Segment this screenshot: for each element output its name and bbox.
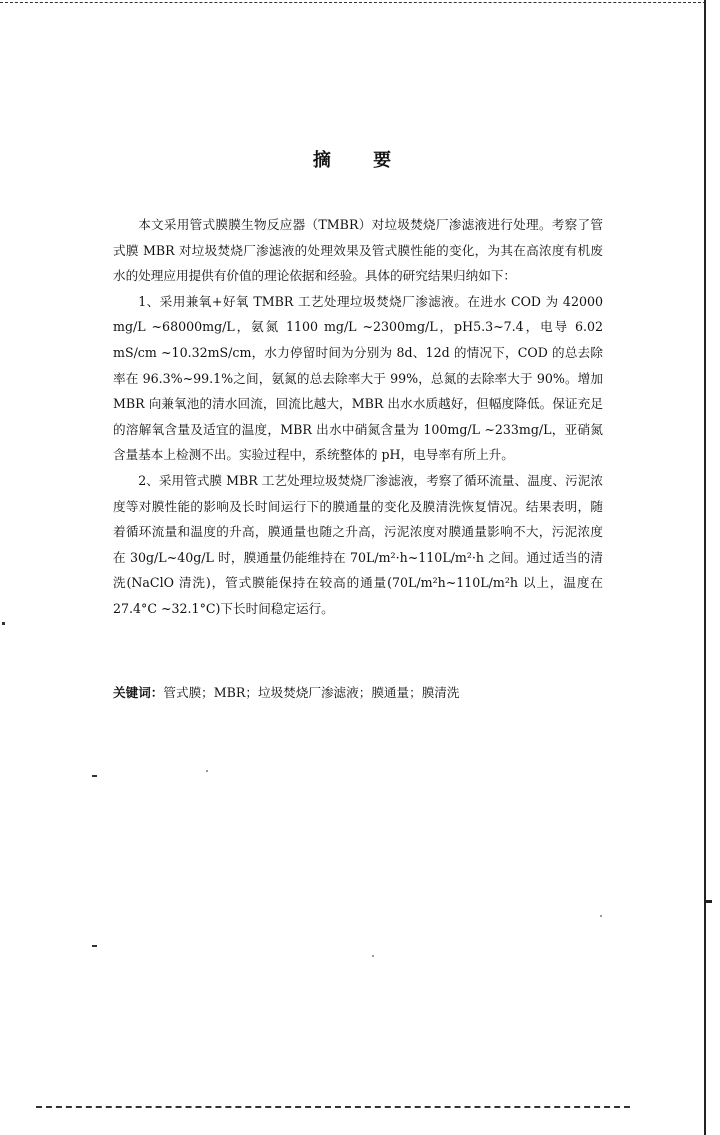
scan-top-border <box>0 2 706 3</box>
keywords-list: 管式膜；MBR；垃圾焚烧厂渗滤液；膜通量；膜清洗 <box>163 685 460 700</box>
abstract-intro-paragraph: 本文采用管式膜膜生物反应器（TMBR）对垃圾焚烧厂渗滤液进行处理。考察了管式膜 MBR 对垃圾焚烧厂渗滤液的处理效果及管式膜性能的变化，为其在高浓度有机废水的处理应用提供有价值的理论依据和经验。具体的研究结果归纳如下： <box>113 217 603 284</box>
scan-right-tick <box>706 900 712 903</box>
scan-speck <box>92 775 97 777</box>
keywords-label: 关键词： <box>113 685 164 700</box>
scan-speck <box>600 915 602 917</box>
keywords-line <box>113 680 603 706</box>
scan-speck <box>2 622 5 625</box>
finding-1-paragraph: 1、采用兼氧+好氧 TMBR 工艺处理垃圾焚烧厂渗滤液。在进水 COD 为 42000 mg/L ~68000mg/L，氨氮 1100 mg/L ~2300mg/L，pH5.3~7.4，电导 6.02 mS/cm ~10.32mS/cm，水力停留时间为分别为 8d、12d 的情况下，COD 的总去除率在 96.3%~99.1%之间，氨氮的总去除率大于 99%，总氮的去除率大于 90%。增加 MBR 向兼氧池的清水回流，回流比越大，MBR 出水水质越好，但幅度降低。保证充足的溶解氧含量及适宜的温度，MBR 出水中硝氮含量为 100mg/L ~233mg/L，亚硝氮含量基本上检测不出。实验过程中，系统整体的 pH，电导率有所上升。 <box>113 293 603 463</box>
page-title: 摘 要 <box>312 150 410 171</box>
scan-speck <box>206 770 208 772</box>
scan-right-border <box>704 0 706 1135</box>
scan-bottom-border <box>36 1106 630 1108</box>
abstract-body <box>113 212 603 622</box>
finding-2-paragraph: 2、采用管式膜 MBR 工艺处理垃圾焚烧厂渗滤液，考察了循环流量、温度、污泥浓度等对膜性能的影响及长时间运行下的膜通量的变化及膜清洗恢复情况。结果表明，随着循环流量和温度的升高，膜通量也随之升高，污泥浓度对膜通量影响不大，污泥浓度在 30g/L~40g/L 时，膜通量仍能维持在 70L/m²·h~110L/m²·h 之间。通过适当的清洗(NaClO 清洗)，管式膜能保持在较高的通量(70L/m²h~110L/m²h 以上，温度在 27.4°C ~32.1°C)下长时间稳定运行。 <box>113 472 603 616</box>
scan-speck <box>92 945 97 947</box>
scan-speck <box>372 955 374 957</box>
